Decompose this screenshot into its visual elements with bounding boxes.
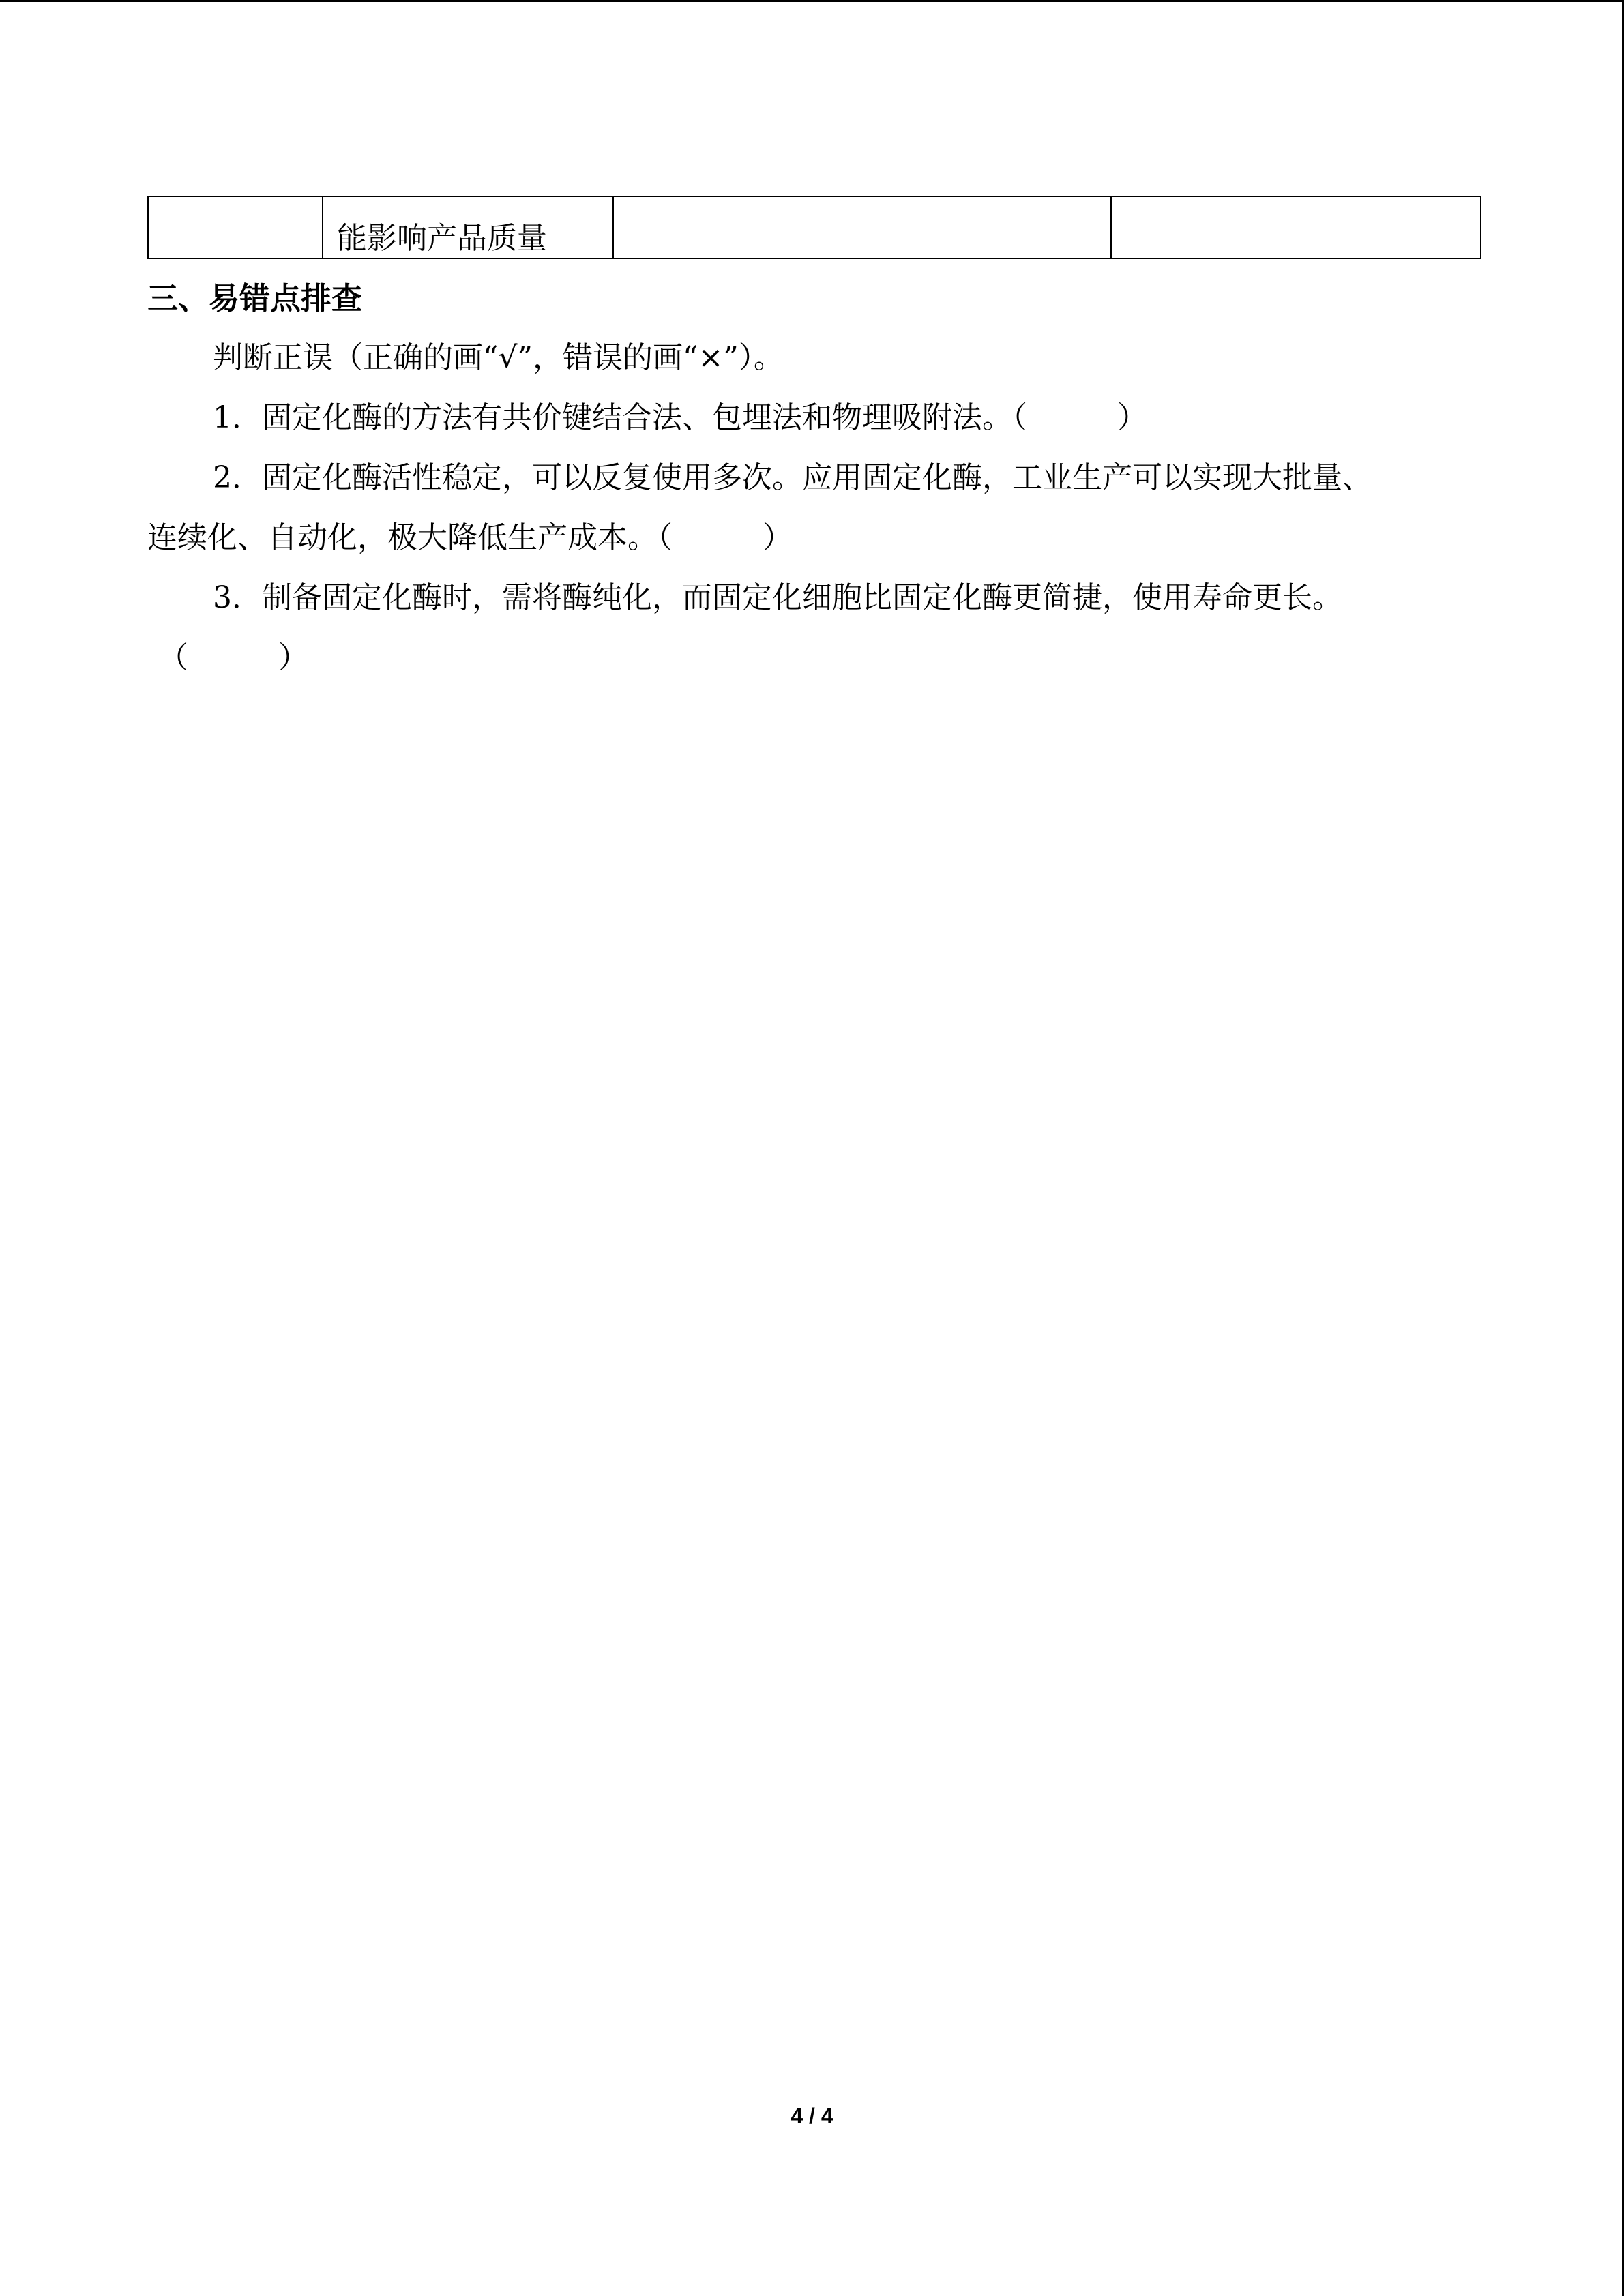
top-border-line bbox=[0, 0, 1624, 2]
question-3-line-2: （ ） bbox=[158, 640, 308, 675]
question-2-line-1: 2．固定化酶活性稳定，可以反复使用多次。应用固定化酶，工业生产可以实现大批量、 bbox=[213, 460, 1372, 495]
question-3-line-1: 3．制备固定化酶时，需将酶纯化，而固定化细胞比固定化酶更简捷，使用寿命更长。 bbox=[213, 580, 1342, 615]
question-1: 1．固定化酶的方法有共价键结合法、包埋法和物理吸附法。（ ） bbox=[213, 400, 1147, 435]
question-2-line-2: 连续化、自动化，极大降低生产成本。（ ） bbox=[147, 520, 793, 555]
table-cell bbox=[613, 196, 1111, 258]
table-cell bbox=[148, 196, 323, 258]
table-cell bbox=[1111, 196, 1481, 258]
table-cell bbox=[323, 196, 613, 258]
comparison-table-fragment bbox=[147, 196, 1481, 259]
cell-text-quality: 能影响产品质量 bbox=[337, 221, 547, 256]
section-heading: 三、易错点排查 bbox=[147, 280, 363, 316]
page-number: 4 / 4 bbox=[791, 2104, 833, 2128]
instructions-text: 判断正误（正确的画“√”，错误的画“×”）。 bbox=[213, 340, 784, 375]
table-row bbox=[148, 196, 1481, 258]
